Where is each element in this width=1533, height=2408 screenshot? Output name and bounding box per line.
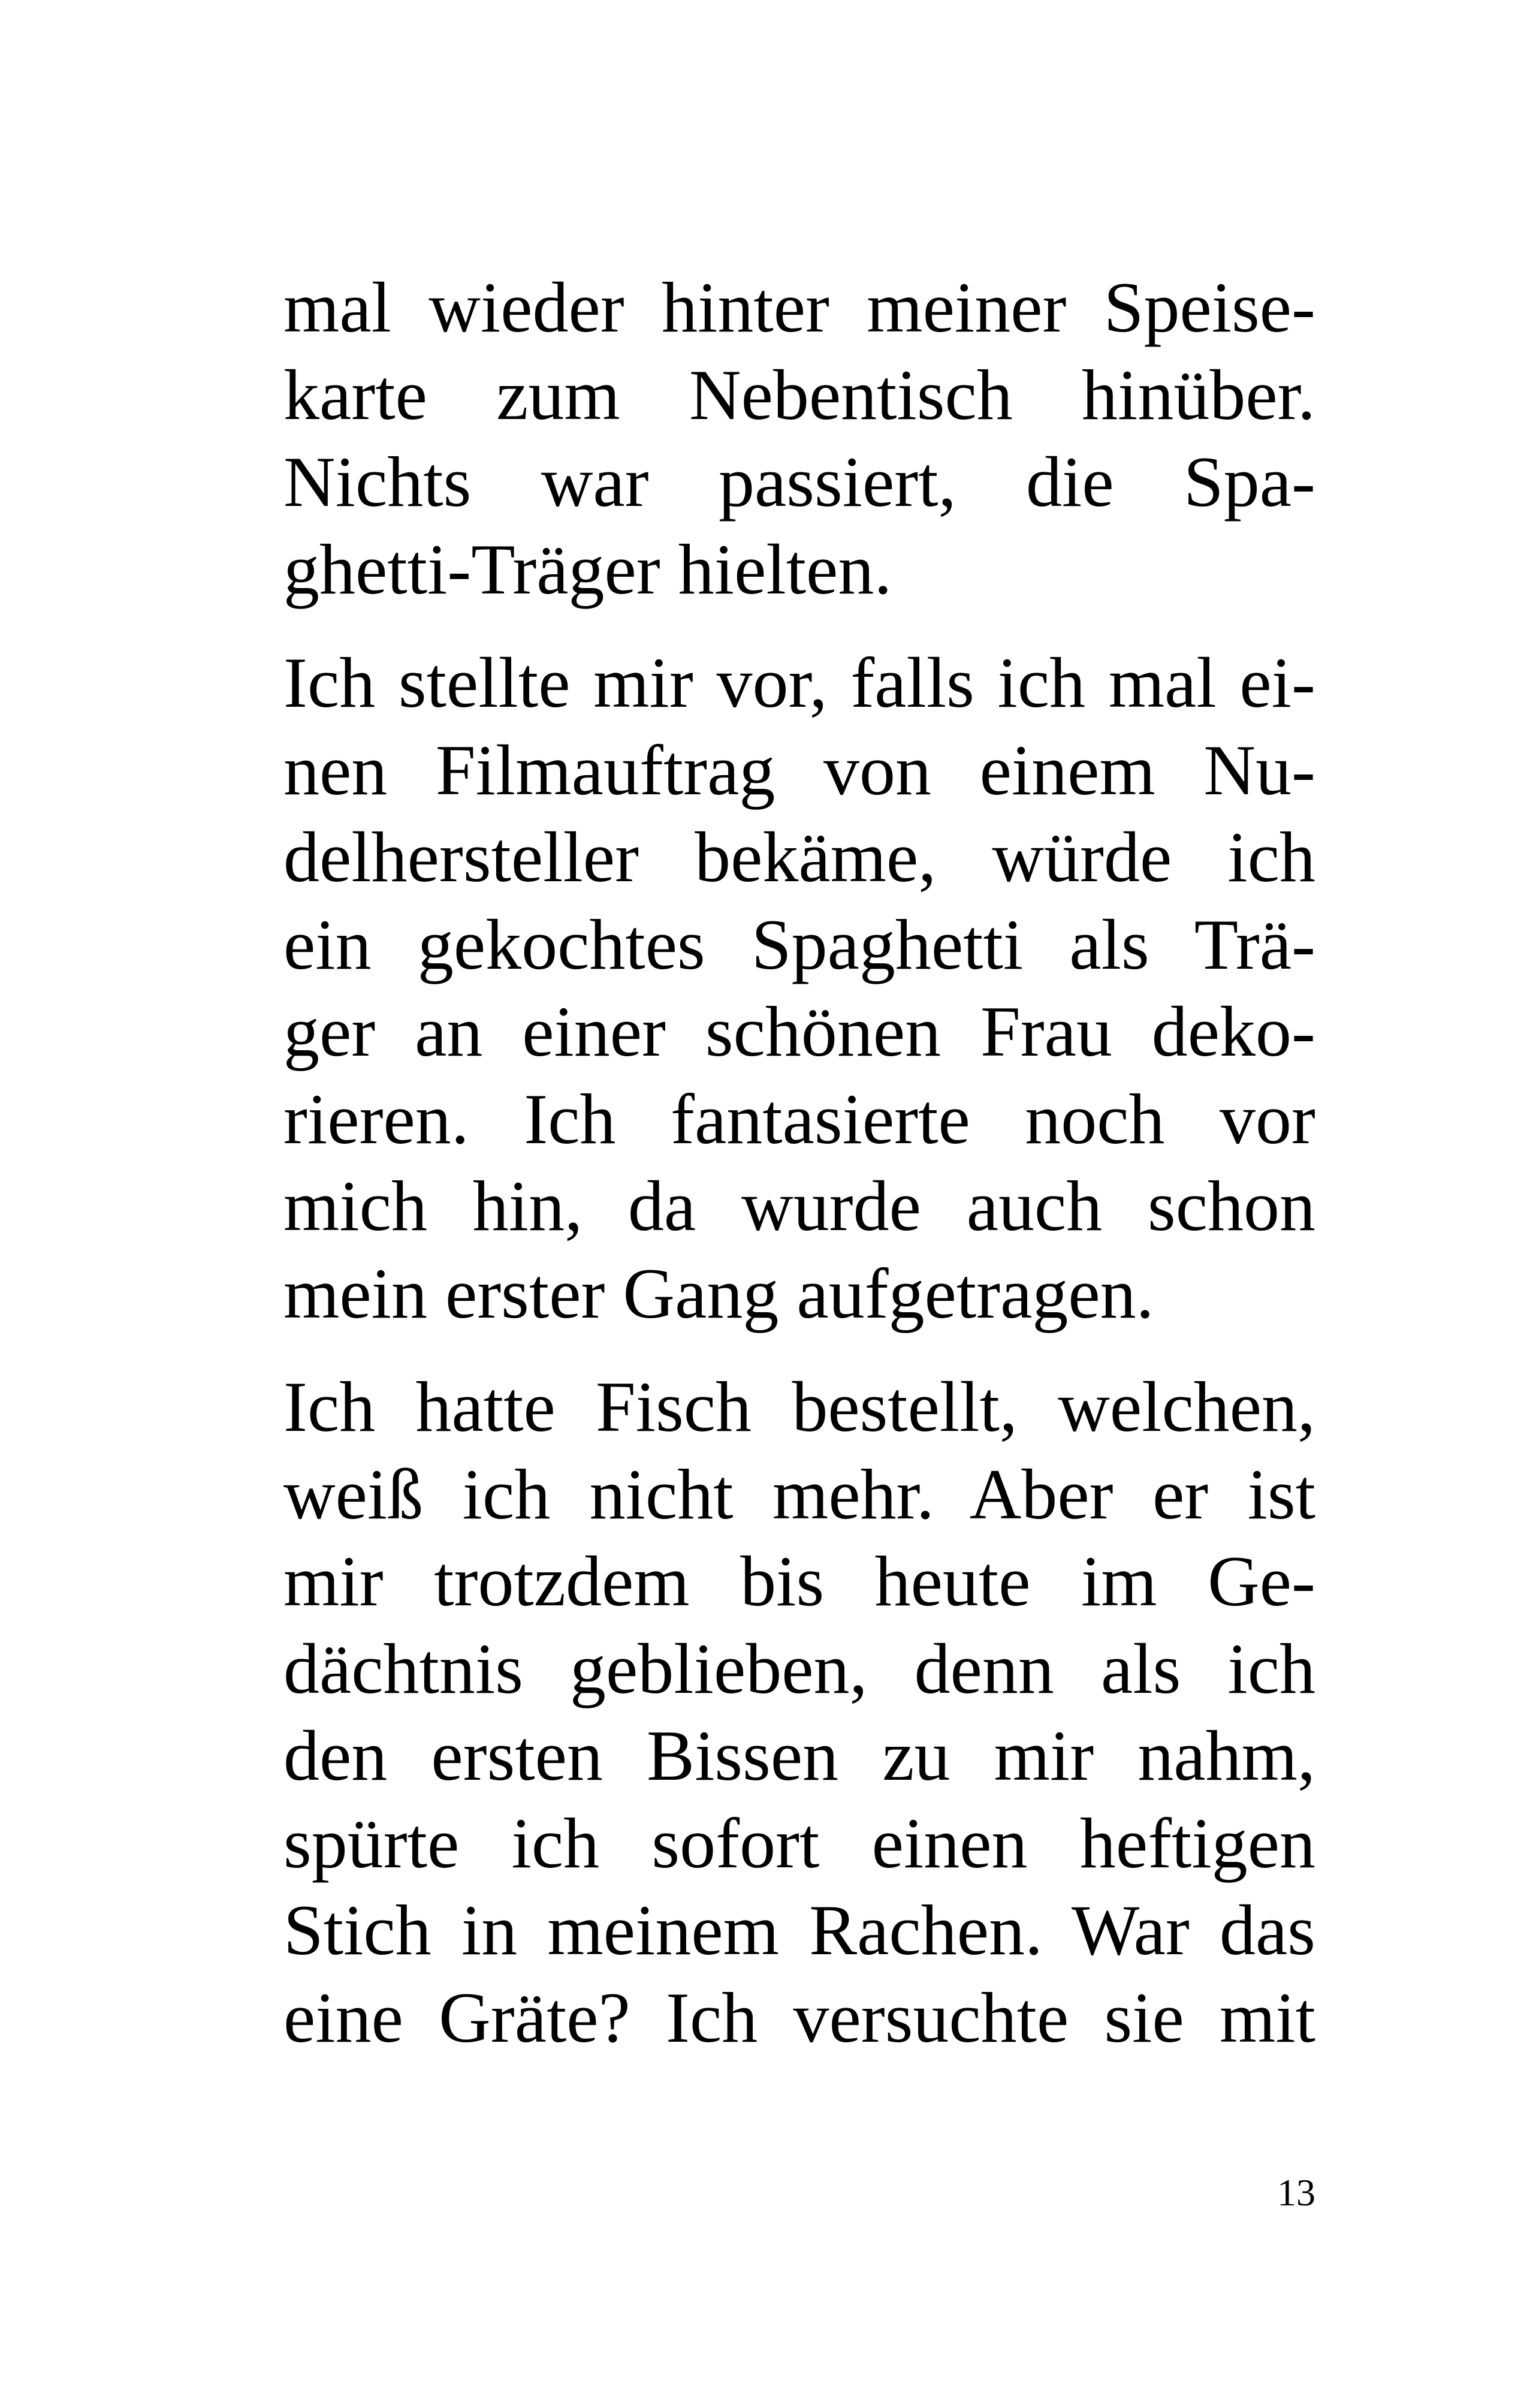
- text-line: karte zum Nebentisch hinüber.: [283, 354, 1315, 435]
- text-line: mich hin, da wurde auch schon: [283, 1166, 1315, 1246]
- text-line: rieren. Ich fantasierte noch vor: [283, 1078, 1315, 1159]
- text-line: den ersten Bissen zu mir nahm,: [283, 1716, 1315, 1795]
- text-line: mein erster Gang aufgetragen.: [283, 1253, 1154, 1333]
- text-line: delhersteller bekäme, würde ich: [283, 817, 1315, 897]
- text-line: dächtnis geblieben, denn als ich: [283, 1628, 1315, 1708]
- text-line: weiß ich nicht mehr. Aber er ist: [283, 1454, 1315, 1534]
- text-line: spürte ich sofort einen heftigen: [283, 1803, 1315, 1883]
- paragraph-3: [283, 1363, 1315, 2061]
- page-number: 13: [1277, 2171, 1315, 2214]
- text-line: Stich in meinem Rachen. War das: [283, 1890, 1315, 1970]
- book-page-text: [283, 264, 1315, 2061]
- text-line: Ich hatte Fisch bestellt, welchen,: [283, 1367, 1315, 1446]
- text-line: nen Filmauftrag von einem Nu-: [283, 730, 1315, 810]
- text-line: ein gekochtes Spaghetti als Trä-: [283, 904, 1315, 984]
- text-line: Nichts war passiert, die Spa-: [283, 442, 1315, 522]
- paragraph-1: [283, 264, 1315, 613]
- text-line: ger an einer schönen Frau deko-: [283, 991, 1315, 1071]
- text-line: ghetti-Träger hielten.: [283, 529, 892, 609]
- text-line: eine Gräte? Ich versuchte sie mit: [283, 1977, 1315, 2057]
- text-line: mir trotzdem bis heute im Ge-: [283, 1541, 1315, 1621]
- text-line: Ich stellte mir vor, falls ich mal ei-: [283, 643, 1315, 722]
- paragraph-2: [283, 639, 1315, 1337]
- text-line: mal wieder hinter meiner Speise-: [283, 267, 1315, 347]
